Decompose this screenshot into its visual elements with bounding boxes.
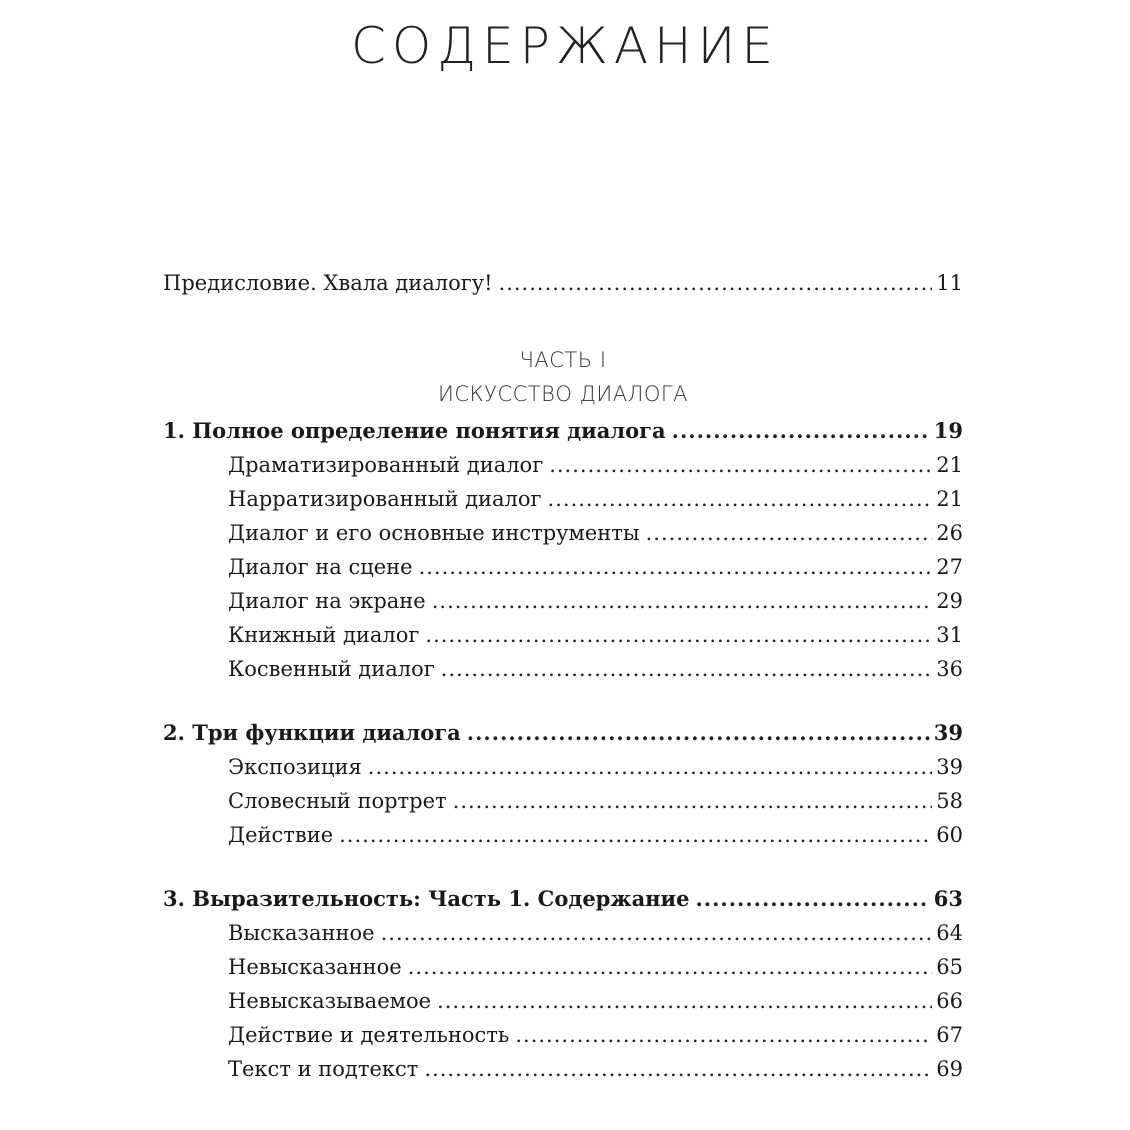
toc-section[interactable] [163,818,963,852]
section-page: 21 [936,487,963,511]
toc-section[interactable] [163,1018,963,1052]
dot-leader [437,984,932,1018]
section-page: 60 [936,823,963,847]
section-label: Действие и деятельность [228,1023,510,1047]
section-page: 67 [936,1023,963,1047]
toc-entry-label: Предисловие. Хвала диалогу! [163,271,493,295]
toc-entry-page: 11 [936,271,963,295]
section-page: 26 [936,521,963,545]
chapter-label: 2. Три функции диалога [163,720,461,745]
section-label: Словесный портрет [228,789,447,813]
dot-leader [425,618,932,652]
toc-section[interactable] [163,1052,963,1086]
dot-leader [548,482,933,516]
chapter-label: 3. Выразительность: Часть 1. Содержание [163,886,690,911]
toc-section[interactable] [163,584,963,618]
dot-leader [646,516,933,550]
section-page: 65 [936,955,963,979]
section-label: Диалог и его основные инструменты [228,521,640,545]
dot-leader [408,950,933,984]
section-label: Диалог на сцене [228,555,413,579]
dot-leader [381,916,933,950]
section-page: 29 [936,589,963,613]
toc-section[interactable] [163,984,963,1018]
table-of-contents [163,266,963,1086]
dot-leader [424,1052,932,1086]
section-label: Диалог на экране [228,589,426,613]
section-page: 21 [936,453,963,477]
toc-chapter-2[interactable] [163,716,963,750]
toc-section[interactable] [163,916,963,950]
toc-chapter-3[interactable] [163,882,963,916]
section-label: Высказанное [228,921,375,945]
chapter-page: 39 [933,720,963,745]
chapter-label: 1. Полное определение понятия диалога [163,418,666,443]
toc-section[interactable] [163,950,963,984]
dot-leader [672,414,930,448]
toc-section[interactable] [163,750,963,784]
section-page: 69 [936,1057,963,1081]
chapter-page: 19 [933,418,963,443]
section-page: 39 [936,755,963,779]
chapter-page: 63 [933,886,963,911]
dot-leader [432,584,933,618]
dot-leader [368,750,932,784]
section-page: 66 [936,989,963,1013]
dot-leader [441,652,933,686]
section-page: 27 [936,555,963,579]
dot-leader [339,818,932,852]
dot-leader [453,784,933,818]
section-label: Книжный диалог [228,623,420,647]
dot-leader [499,266,933,300]
part-number: ЧАСТЬ I [519,348,607,372]
page-title: СОДЕРЖАНИЕ [351,17,779,75]
toc-section[interactable] [163,482,963,516]
toc-section[interactable] [163,516,963,550]
section-page: 64 [936,921,963,945]
section-page: 31 [936,623,963,647]
toc-entry-preface[interactable] [163,266,963,300]
dot-leader [467,716,930,750]
section-page: 36 [936,657,963,681]
toc-section[interactable] [163,652,963,686]
dot-leader [515,1018,932,1052]
section-label: Драматизированный диалог [228,453,544,477]
dot-leader [419,550,933,584]
section-page: 58 [936,789,963,813]
section-label: Действие [228,823,334,847]
section-label: Нарратизированный диалог [228,487,542,511]
dot-leader [696,882,930,916]
toc-section[interactable] [163,550,963,584]
section-label: Невысказанное [228,955,402,979]
toc-section[interactable] [163,784,963,818]
section-label: Косвенный диалог [228,657,435,681]
toc-section[interactable] [163,448,963,482]
section-label: Экспозиция [228,755,362,779]
section-label: Невысказываемое [228,989,432,1013]
section-label: Текст и подтекст [228,1057,419,1081]
part-heading [163,343,963,411]
dot-leader [549,448,932,482]
toc-section[interactable] [163,618,963,652]
toc-chapter-1[interactable] [163,414,963,448]
part-name: ИСКУССТВО ДИАЛОГА [438,382,688,406]
